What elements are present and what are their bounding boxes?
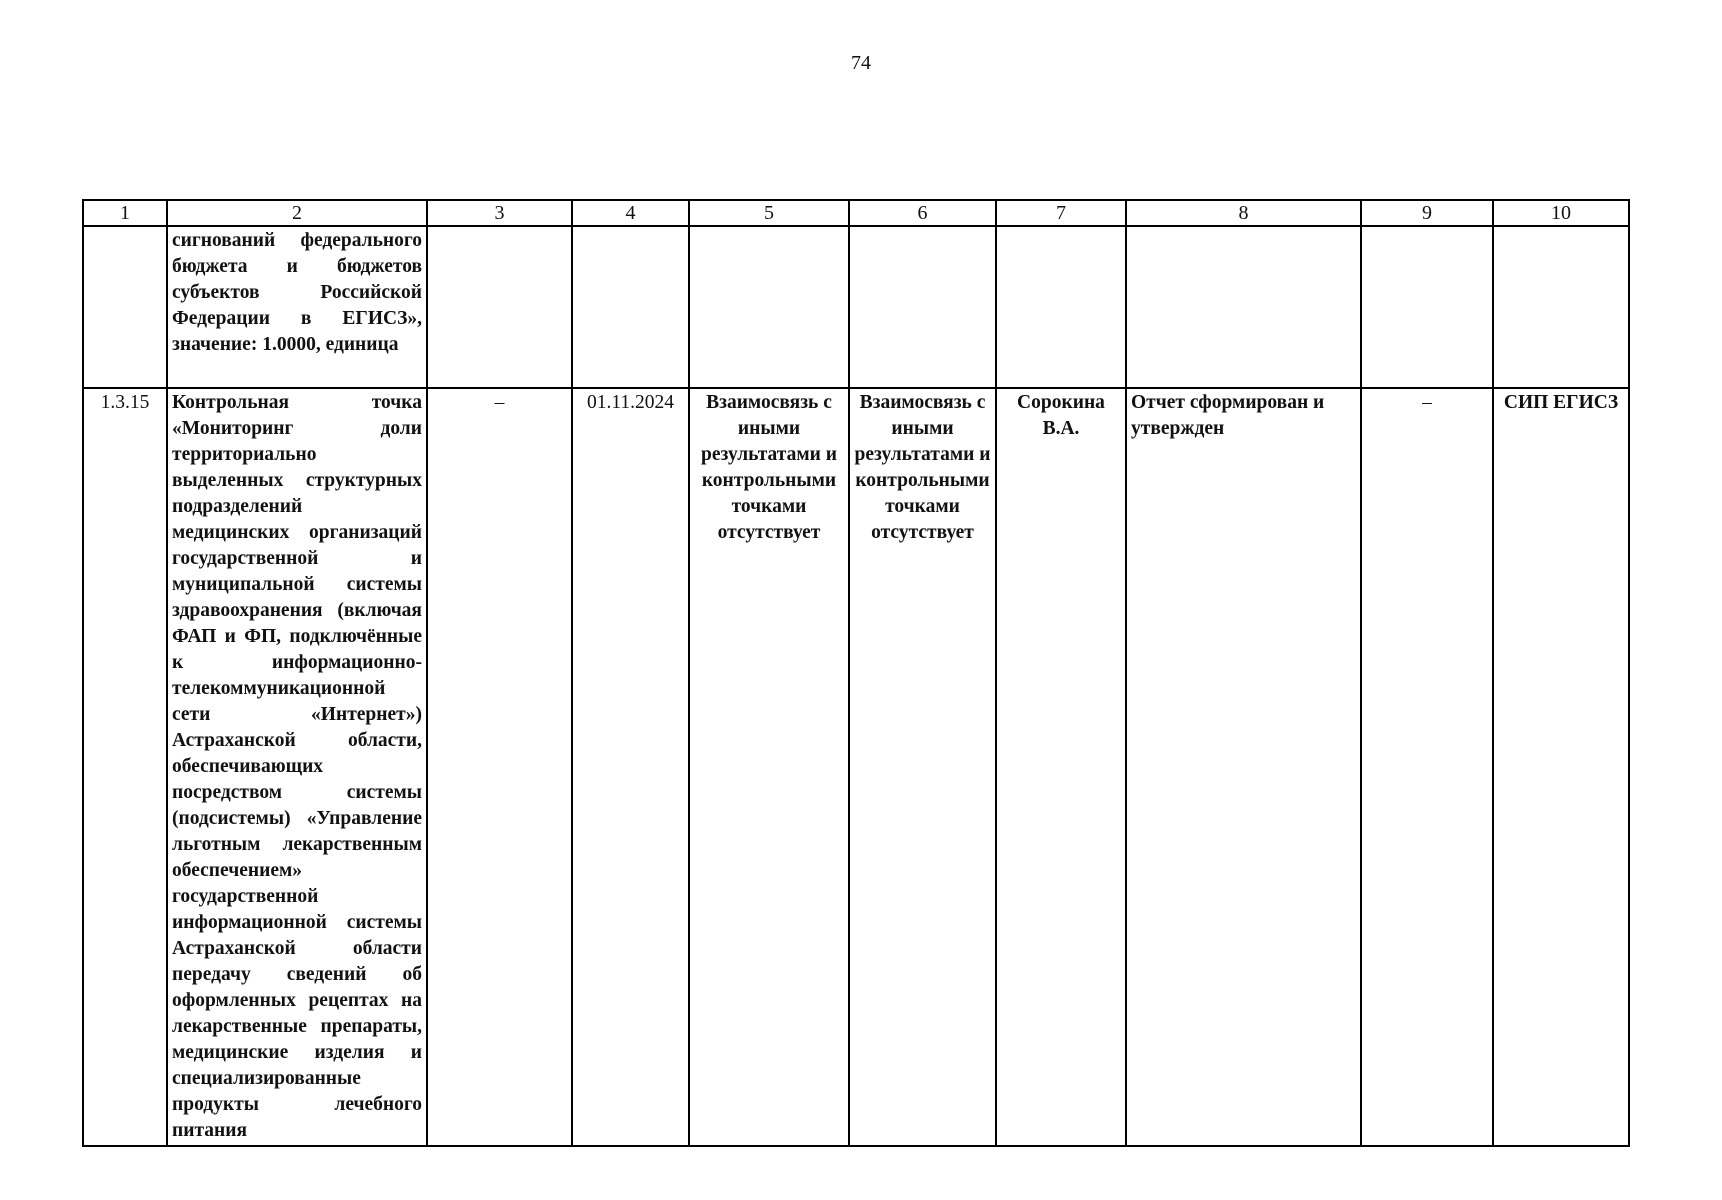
table-cell	[849, 226, 996, 388]
table-header-row	[83, 200, 1629, 226]
column-header: 3	[427, 200, 572, 226]
table-cell	[427, 226, 572, 388]
date-cell: 01.11.2024	[572, 388, 689, 1146]
table-row	[83, 388, 1629, 1146]
column-header: 4	[572, 200, 689, 226]
description-cell: Контрольная точка «Мониторинг доли территориально выделенных структурных подразделений медицинских организаций государственной и муниципальной системы здравоохранения (включая ФАП и ФП, подключённые к информационно-телекоммуникационной сети «Интернет») Астраханской области, обеспечивающих посредством системы (подсистемы) «Управление льготным лекарственным обеспечением» государственной информационной системы Астраханской области передачу сведений об оформленных рецептах на лекарственные препараты, медицинские изделия и специализированные продукты лечебного питания	[167, 388, 427, 1146]
column-header: 7	[996, 200, 1126, 226]
table-cell	[1361, 226, 1493, 388]
column-header: 2	[167, 200, 427, 226]
table-row	[83, 226, 1629, 388]
item-number-cell: 1.3.15	[83, 388, 167, 1146]
column-header: 9	[1361, 200, 1493, 226]
plan-table	[82, 199, 1630, 1147]
table-cell	[996, 226, 1126, 388]
description-cell: сигнований федерального бюджета и бюджетов субъектов Российской Федерации в ЕГИСЗ», значение: 1.0000, единица	[167, 226, 427, 388]
system-cell: СИП ЕГИСЗ	[1493, 388, 1629, 1146]
column-header: 6	[849, 200, 996, 226]
column-header: 1	[83, 200, 167, 226]
table-cell	[1126, 226, 1361, 388]
relation-cell: Взаимосвязь с иными результатами и контрольными точками отсутствует	[849, 388, 996, 1146]
column-header: 10	[1493, 200, 1629, 226]
column-header: 8	[1126, 200, 1361, 226]
date-cell	[572, 226, 689, 388]
dash-cell: –	[1361, 388, 1493, 1146]
table-cell	[1493, 226, 1629, 388]
table-cell	[689, 226, 849, 388]
dash-cell: –	[427, 388, 572, 1146]
column-header: 5	[689, 200, 849, 226]
relation-cell: Взаимосвязь с иными результатами и контрольными точками отсутствует	[689, 388, 849, 1146]
result-cell: Отчет сформирован и утвержден	[1126, 388, 1361, 1146]
responsible-cell: Сорокина В.А.	[996, 388, 1126, 1146]
page-number: 74	[851, 52, 871, 74]
item-number-cell	[83, 226, 167, 388]
